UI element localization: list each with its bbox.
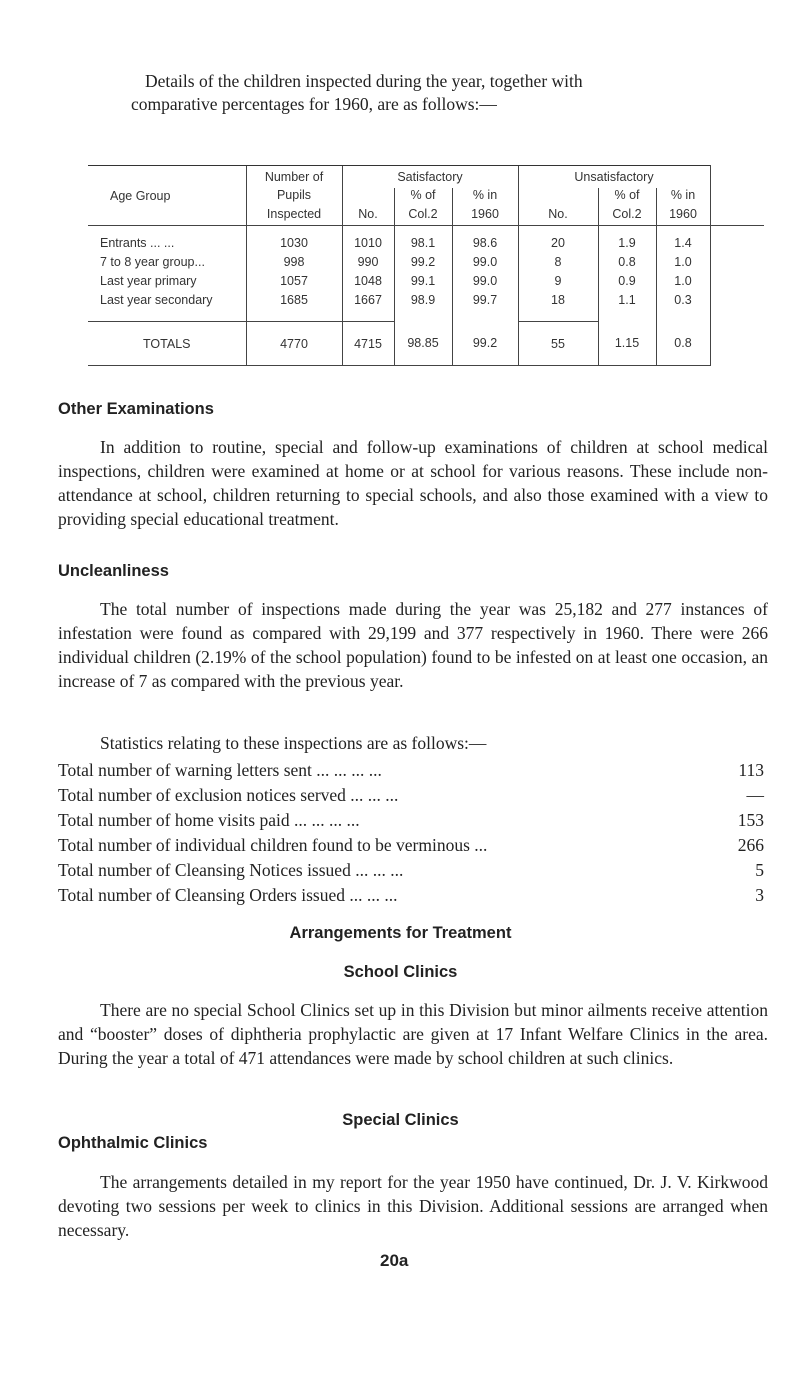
special-clinics-heading: Special Clinics (342, 1111, 459, 1129)
header-sat-no: No. (342, 188, 394, 226)
uncleanliness-heading: Uncleanliness (58, 562, 169, 580)
ophthalmic-clinics-heading: Ophthalmic Clinics (58, 1134, 208, 1152)
cell-unsat-1960: 1.0 (656, 272, 710, 291)
table-row (88, 272, 764, 291)
cell-sat-no: 1048 (342, 272, 394, 291)
stat-label: Total number of exclusion notices served ... ... ... (58, 785, 399, 805)
intro-line-2: comparative percentages for 1960, are as follows:— (131, 94, 497, 114)
stat-value: 266 (737, 835, 764, 855)
list-item (58, 833, 764, 858)
cell-sat-no: 1667 (342, 291, 394, 310)
table-row (88, 253, 764, 272)
stat-value: — (746, 785, 764, 805)
uncleanliness-paragraph: The total number of inspections made during the year was 25,182 and 277 instances of infestation were found as compared with 29,199 and 377 respectively in 1960. There were 266 individual children (2.19% of the school population) found to be infested on at least one occasion, an increase of 7 as compared with the previous year. (58, 599, 768, 691)
cell-sat-pct: 98.85 (394, 322, 452, 366)
cell-totals-label: TOTALS (88, 322, 246, 366)
cell-sat-1960: 99.2 (452, 322, 518, 366)
header-inspected: Inspected (246, 206, 342, 226)
stat-value: 5 (755, 860, 764, 880)
stats-intro: Statistics relating to these inspections are as follows:— (100, 733, 487, 753)
cell-unsat-pct: 0.8 (598, 253, 656, 272)
header-unsat-year: 1960 (656, 206, 710, 226)
header-unsatisfactory: Unsatisfactory (518, 166, 710, 188)
stat-label: Total number of warning letters sent ... ... ... ... (58, 760, 382, 780)
intro-line-1: Details of the children inspected during the year, together with (145, 71, 583, 91)
header-unsat-col2: Col.2 (598, 206, 656, 226)
cell-sat-no: 990 (342, 253, 394, 272)
cell-pupils: 1685 (246, 291, 342, 310)
header-unsat-pct-of: % of (598, 188, 656, 206)
cell-unsat-no: 20 (518, 234, 598, 253)
cell-pupils: 998 (246, 253, 342, 272)
cell-unsat-no: 55 (518, 322, 598, 366)
cell-unsat-no: 8 (518, 253, 598, 272)
cell-group: 7 to 8 year group... (100, 255, 205, 269)
header-pupils: Pupils (246, 188, 342, 206)
cell-pupils: 1057 (246, 272, 342, 291)
school-clinics-paragraph: There are no special School Clinics set up in this Division but minor ailments receive attention and “booster” doses of diphtheria prophylactic are given at 17 Infant Welfare Clinics in the area. During the year a total of 471 attendances were made by school children at such clinics. (58, 1000, 768, 1068)
cell-unsat-1960: 0.8 (656, 322, 710, 366)
cell-unsat-1960: 1.0 (656, 253, 710, 272)
cell-sat-pct: 99.2 (394, 253, 452, 272)
cell-group: Last year secondary (100, 293, 213, 307)
list-item (58, 808, 764, 833)
arrangements-heading: Arrangements for Treatment (289, 924, 512, 942)
totals-row (88, 322, 764, 366)
cell-group: Last year primary (100, 274, 197, 288)
list-item (58, 858, 764, 883)
cell-sat-pct: 99.1 (394, 272, 452, 291)
stat-value: 113 (738, 760, 764, 780)
stat-label: Total number of home visits paid ... ... ... ... (58, 810, 360, 830)
header-sat-pct-of: % of (394, 188, 452, 206)
table-row (88, 291, 764, 310)
list-item (58, 758, 764, 783)
intro-paragraph (131, 70, 763, 116)
cell-unsat-no: 18 (518, 291, 598, 310)
cell-group: Entrants ... ... (100, 236, 175, 250)
cell-unsat-pct: 1.1 (598, 291, 656, 310)
header-number-of: Number of (246, 166, 342, 188)
cell-sat-pct: 98.9 (394, 291, 452, 310)
cell-sat-pct: 98.1 (394, 234, 452, 253)
cell-unsat-no: 9 (518, 272, 598, 291)
inspection-table (88, 165, 764, 366)
cell-sat-1960: 99.7 (452, 291, 518, 310)
ophthalmic-paragraph: The arrangements detailed in my report for the year 1950 have continued, Dr. J. V. Kirkwood devoting two sessions per week to clinics in this Division. Additional sessions are arranged when necessary. (58, 1172, 768, 1240)
cell-unsat-pct: 1.15 (598, 322, 656, 366)
cell-pupils: 1030 (246, 234, 342, 253)
header-sat-col2: Col.2 (394, 206, 452, 226)
cell-unsat-1960: 0.3 (656, 291, 710, 310)
cell-unsat-pct: 1.9 (598, 234, 656, 253)
school-clinics-heading: School Clinics (343, 963, 458, 981)
header-unsat-pct-in: % in (656, 188, 710, 206)
cell-unsat-pct: 0.9 (598, 272, 656, 291)
stat-label: Total number of Cleansing Notices issued ... ... ... (58, 860, 404, 880)
stat-value: 3 (755, 885, 764, 905)
cell-sat-no: 4715 (342, 322, 394, 366)
header-satisfactory: Satisfactory (342, 166, 518, 188)
cell-unsat-1960: 1.4 (656, 234, 710, 253)
cell-sat-1960: 99.0 (452, 272, 518, 291)
list-item (58, 883, 764, 908)
other-exams-paragraph: In addition to routine, special and follow-up examinations of children at school medical inspections, children were examined at home or at school for various reasons. These include non-attendance at school, children returning to special schools, and also those examined with a view to providing special educational treatment. (58, 437, 768, 529)
stat-label: Total number of individual children found to be verminous ... (58, 835, 488, 855)
page-number: 20a (380, 1251, 409, 1270)
cell-pupils: 4770 (246, 322, 342, 366)
header-age-group: Age Group (88, 166, 246, 226)
stats-list (58, 758, 764, 908)
table-row (88, 234, 764, 253)
header-unsat-no: No. (518, 188, 598, 226)
stat-value: 153 (737, 810, 764, 830)
cell-sat-1960: 98.6 (452, 234, 518, 253)
cell-sat-1960: 99.0 (452, 253, 518, 272)
other-exams-heading: Other Examinations (58, 400, 214, 418)
stat-label: Total number of Cleansing Orders issued ... ... ... (58, 885, 398, 905)
list-item (58, 783, 764, 808)
cell-sat-no: 1010 (342, 234, 394, 253)
header-sat-pct-in: % in (452, 188, 518, 206)
header-sat-year: 1960 (452, 206, 518, 226)
